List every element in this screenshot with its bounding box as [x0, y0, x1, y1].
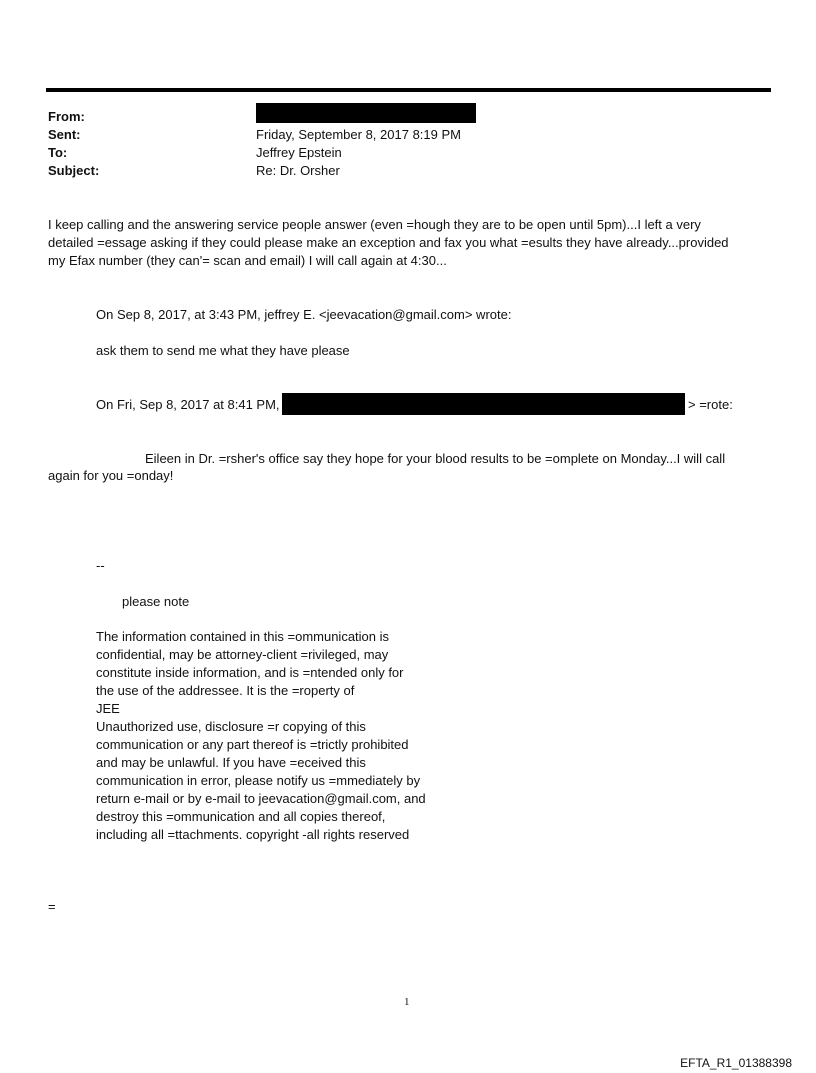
disclaimer-line: communication or any part thereof is =trictly prohibited: [96, 737, 409, 752]
to-label: To:: [48, 145, 68, 160]
to-row: [48, 144, 476, 162]
please-note: please note: [122, 594, 190, 609]
sent-row: [48, 126, 476, 144]
disclaimer-line: the use of the addressee. It is the =roperty of: [96, 683, 355, 698]
quote2-redaction: [282, 393, 685, 415]
sent-value: Friday, September 8, 2017 8:19 PM: [256, 127, 461, 142]
quote2-line2: again for you =onday!: [48, 468, 174, 483]
quote2-header-suffix: > =rote:: [688, 397, 733, 412]
subject-row: [48, 162, 476, 180]
from-row: [48, 108, 476, 126]
subject-value: Re: Dr. Orsher: [256, 163, 340, 178]
disclaimer-line: and may be unlawful. If you have =eceived this: [96, 755, 366, 770]
document-id: EFTA_R1_01388398: [680, 1056, 792, 1070]
quote1-body: ask them to send me what they have please: [96, 343, 350, 358]
to-value: Jeffrey Epstein: [256, 145, 342, 160]
disclaimer-line: communication in error, please notify us =mmediately by: [96, 773, 421, 788]
header-rule: [46, 88, 771, 92]
disclaimer-line: confidential, may be attorney-client =rivileged, may: [96, 647, 389, 662]
disclaimer-line: return e-mail or by e-mail to jeevacation@gmail.com, and: [96, 791, 426, 806]
trailing-equals: =: [48, 899, 56, 914]
message-body: [48, 216, 729, 270]
email-header: [48, 108, 476, 180]
disclaimer: [96, 628, 426, 844]
disclaimer-line: Unauthorized use, disclosure =r copying of this: [96, 719, 366, 734]
disclaimer-line: destroy this =ommunication and all copies thereof,: [96, 809, 386, 824]
disclaimer-line: including all =ttachments. copyright -all rights reserved: [96, 827, 410, 842]
body-line: detailed =essage asking if they could please make an exception and fax you what =esults they have already...provided: [48, 235, 729, 250]
disclaimer-line: constitute inside information, and is =ntended only for: [96, 665, 404, 680]
body-line: I keep calling and the answering service people answer (even =hough they are to be open until 5pm)...I left a very: [48, 217, 701, 232]
body-line: my Efax number (they can'= scan and email) I will call again at 4:30...: [48, 253, 447, 268]
disclaimer-line: JEE: [96, 701, 120, 716]
from-redaction: [256, 103, 476, 123]
subject-label: Subject:: [48, 163, 100, 178]
sent-label: Sent:: [48, 127, 81, 142]
quote1-header: On Sep 8, 2017, at 3:43 PM, jeffrey E. <jeevacation@gmail.com> wrote:: [96, 307, 512, 322]
page-number: 1: [404, 996, 410, 1008]
disclaimer-line: The information contained in this =ommunication is: [96, 629, 390, 644]
quote2-header-prefix: On Fri, Sep 8, 2017 at 8:41 PM,: [96, 397, 280, 412]
quote2-line1: Eileen in Dr. =rsher's office say they hope for your blood results to be =omplete on Monday...I will call: [145, 451, 726, 466]
from-label: From:: [48, 109, 85, 124]
signature-dash: --: [96, 558, 105, 573]
